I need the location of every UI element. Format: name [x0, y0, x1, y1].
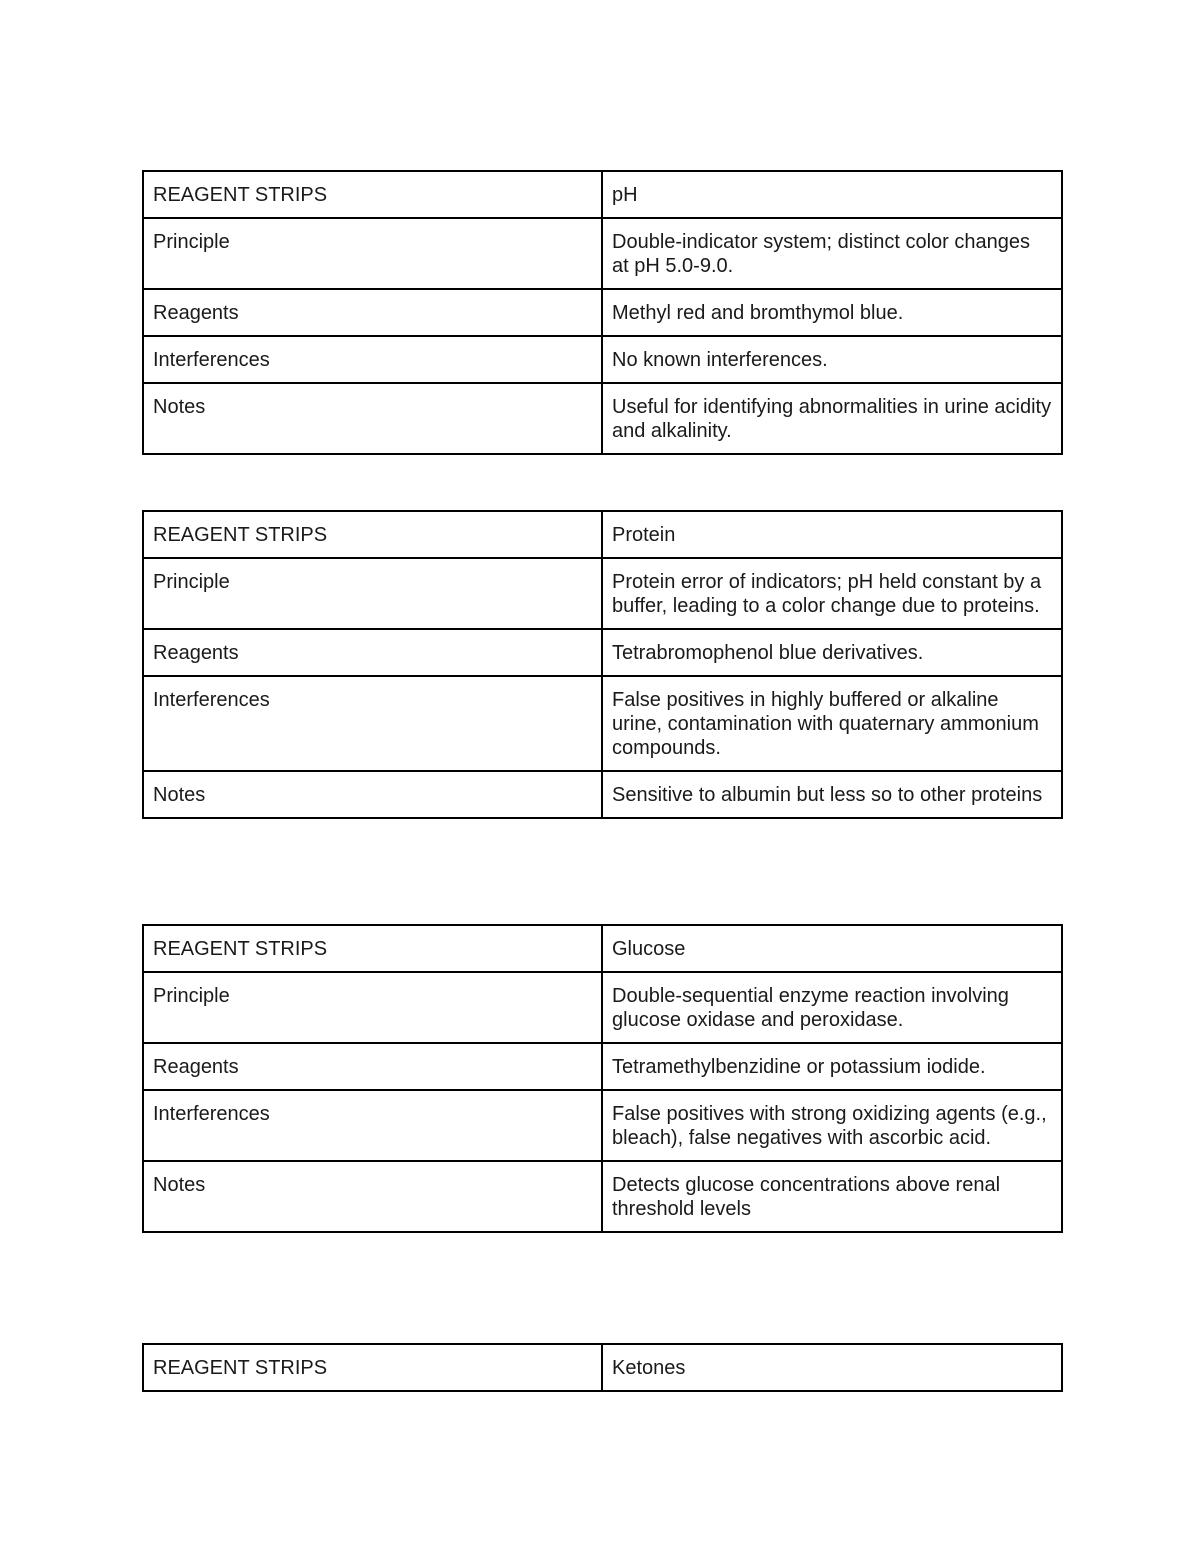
reagent-table-ketones [142, 1343, 1063, 1392]
row-label: Notes [143, 383, 602, 454]
row-label: Principle [143, 972, 602, 1043]
reagent-table-ph [142, 170, 1063, 455]
table-row [143, 1043, 1062, 1090]
table-row [143, 218, 1062, 289]
row-label: Interferences [143, 1090, 602, 1161]
table-row [143, 1090, 1062, 1161]
row-value: False positives in highly buffered or alkaline urine, contamination with quaternary ammonium compounds. [602, 676, 1062, 771]
reagent-table-protein [142, 510, 1063, 819]
row-value: Methyl red and bromthymol blue. [602, 289, 1062, 336]
row-label: Principle [143, 218, 602, 289]
header-value: Glucose [602, 925, 1062, 972]
row-label: Interferences [143, 676, 602, 771]
row-value: Tetrabromophenol blue derivatives. [602, 629, 1062, 676]
row-value: Detects glucose concentrations above renal threshold levels [602, 1161, 1062, 1232]
row-value: Protein error of indicators; pH held constant by a buffer, leading to a color change due to proteins. [602, 558, 1062, 629]
row-value: Double-sequential enzyme reaction involving glucose oxidase and peroxidase. [602, 972, 1062, 1043]
table-header-row [143, 925, 1062, 972]
table-row [143, 558, 1062, 629]
table-row [143, 289, 1062, 336]
row-label: Notes [143, 1161, 602, 1232]
table-row [143, 676, 1062, 771]
table-row [143, 629, 1062, 676]
header-label: REAGENT STRIPS [143, 511, 602, 558]
row-label: Notes [143, 771, 602, 818]
table-header-row [143, 171, 1062, 218]
header-value: Ketones [602, 1344, 1062, 1391]
row-label: Interferences [143, 336, 602, 383]
header-label: REAGENT STRIPS [143, 1344, 602, 1391]
header-value: Protein [602, 511, 1062, 558]
row-value: False positives with strong oxidizing agents (e.g., bleach), false negatives with ascorbic acid. [602, 1090, 1062, 1161]
reagent-table-glucose [142, 924, 1063, 1233]
header-label: REAGENT STRIPS [143, 925, 602, 972]
header-label: REAGENT STRIPS [143, 171, 602, 218]
table-header-row [143, 511, 1062, 558]
row-value: Sensitive to albumin but less so to other proteins [602, 771, 1062, 818]
row-label: Reagents [143, 1043, 602, 1090]
table-row [143, 972, 1062, 1043]
table-row [143, 1161, 1062, 1232]
table-header-row [143, 1344, 1062, 1391]
row-value: No known interferences. [602, 336, 1062, 383]
row-label: Reagents [143, 629, 602, 676]
table-row [143, 383, 1062, 454]
row-label: Reagents [143, 289, 602, 336]
row-value: Useful for identifying abnormalities in urine acidity and alkalinity. [602, 383, 1062, 454]
table-row [143, 771, 1062, 818]
table-row [143, 336, 1062, 383]
row-value: Tetramethylbenzidine or potassium iodide. [602, 1043, 1062, 1090]
row-label: Principle [143, 558, 602, 629]
header-value: pH [602, 171, 1062, 218]
row-value: Double-indicator system; distinct color changes at pH 5.0-9.0. [602, 218, 1062, 289]
